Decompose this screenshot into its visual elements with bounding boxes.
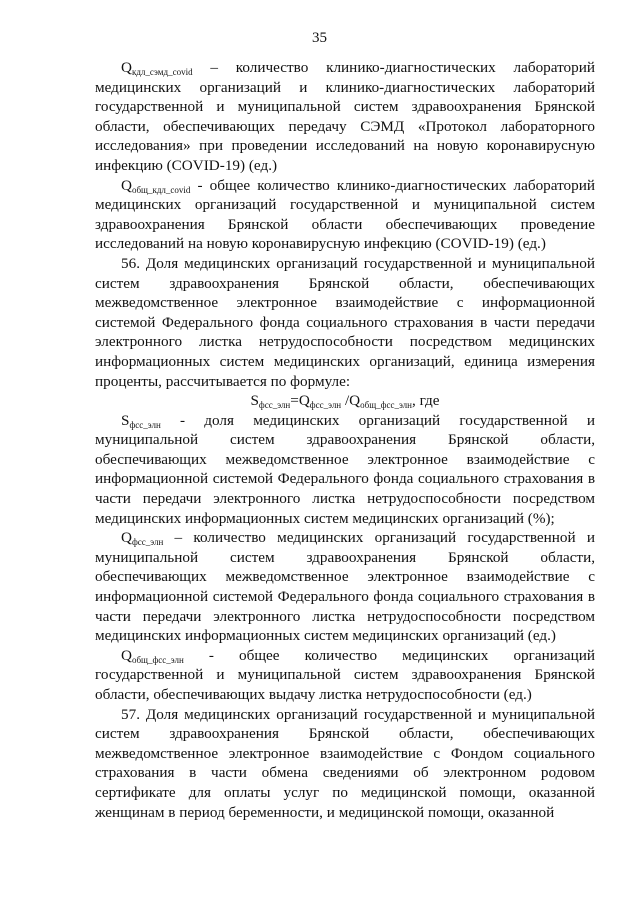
symbol (121, 177, 190, 194)
symbol (121, 59, 193, 76)
page-number: 35 (312, 30, 327, 46)
symbol-subscript: фсс_элн (129, 419, 161, 430)
item-57-paragraph: 57. Доля медицинских организаций государственной и муниципальной систем здравоохранения Брянской области, обеспечивающих межведомственное электронное взаимодействие с Фондом социального страхования в части обмена сведениями об электронном родовом сертификате для оплаты услуг по медицинской помощи, оказанной женщинам в период беременности, и медицинской помощи, оказанной (95, 705, 595, 821)
symbol-letter: S (121, 411, 130, 429)
definition-text: – количество клинико-диагностических лабораторий медицинских организаций и клинико-диагностических лабораторий государственной и муниципальной систем здравоохранения Брянской области, обеспечивающих передачу СЭМД «Протокол лабораторного исследования» при проведении исследований на новую коронавирусную инфекцию (COVID-19) (ед.) (95, 59, 595, 174)
definition-s-fss-eln (95, 411, 595, 529)
definition-q-fss-eln (95, 528, 595, 646)
formula-lhs (250, 392, 290, 409)
symbol-letter: Q (121, 176, 132, 194)
formula-denominator-subscript: общ_фсс_элн (360, 400, 412, 411)
definition-q-obsch-fss-eln (95, 646, 595, 705)
definition-text: - общее количество клинико-диагностических лабораторий медицинских организаций государственной и муниципальной систем здравоохранения Брянской области обеспечивающих проведение исследований на новую коронавирусную инфекцию (COVID-19) (ед.) (95, 176, 595, 253)
definition-text: - доля медицинских организаций государственной и муниципальной систем здравоохранения Брянской области, обеспечивающих межведомственное электронное взаимодействие с информационной системой Федерального фонда социального страхования в части передачи электронного листка нетрудоспособности посредством медицинских информационных систем медицинских организаций (%); (95, 411, 595, 527)
symbol-letter: Q (121, 646, 132, 664)
symbol (121, 647, 184, 664)
formula-tail: , где (411, 392, 440, 410)
formula-lhs-letter: S (250, 392, 259, 410)
symbol-letter: Q (121, 529, 132, 547)
formula-equals: = (290, 392, 299, 410)
formula-numerator (299, 392, 341, 409)
item-56-paragraph: 56. Доля медицинских организаций государственной и муниципальной систем здравоохранения Брянской области, обеспечивающих межведомственное электронное взаимодействие с информационной системой Федерального фонда социального страхования в части передачи электронного листка нетрудоспособности посредством медицинских информационных систем медицинских организаций, единица измерения проценты, рассчитывается по формуле: (95, 254, 595, 390)
symbol-subscript: фсс_элн (131, 537, 164, 548)
formula-lhs-subscript: фсс_элн (258, 400, 291, 411)
formula-numerator-subscript: фсс_элн (309, 400, 342, 411)
formula-division: / (341, 392, 350, 410)
symbol-letter: Q (121, 59, 132, 76)
symbol (121, 529, 163, 546)
symbol (121, 412, 161, 429)
definition-text: - общее количество медицинских организаций государственной и муниципальной систем здравоохранения Брянской области, обеспечивающих выдачу листка нетрудоспособности (ед.) (95, 646, 595, 703)
document-body (95, 58, 595, 822)
formula-numerator-letter: Q (298, 392, 310, 410)
symbol-subscript: общ_кдл_covid (131, 184, 191, 195)
definition-text: – количество медицинских организаций государственной и муниципальной систем здравоохранения Брянской области, обеспечивающих межведомственное электронное взаимодействие с информационной системой Федерального фонда социального страхования в части передачи электронного листка нетрудоспособности посредством медицинских информационных систем медицинских организаций (ед.) (95, 529, 595, 645)
symbol-subscript: общ_фсс_элн (131, 654, 184, 665)
formula-denominator-letter: Q (349, 392, 361, 410)
definition-q-kdl-semd-covid (95, 58, 595, 176)
definition-q-obsch-kdl-covid (95, 176, 595, 254)
symbol-subscript: кдл_сэмд_covid (131, 67, 193, 77)
formula-56 (95, 391, 595, 411)
formula-denominator (349, 392, 412, 409)
